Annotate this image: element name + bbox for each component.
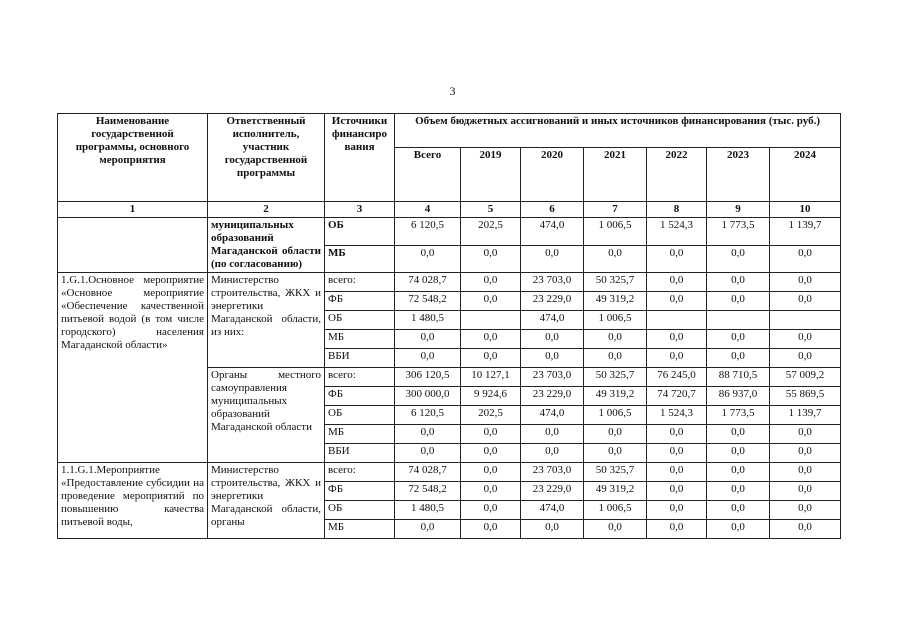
funding-source-cell: ВБИ <box>325 349 395 368</box>
header-year: 2024 <box>770 148 841 202</box>
value-cell: 1 006,5 <box>584 218 647 246</box>
column-number: 2 <box>208 202 325 218</box>
header-year: Всего <box>395 148 461 202</box>
value-cell: 0,0 <box>707 349 770 368</box>
value-cell: 0,0 <box>584 245 647 273</box>
value-cell: 74 028,7 <box>395 273 461 292</box>
executor-cell: Органы местного самоуправления муниципальных образований Магаданской области <box>208 368 325 463</box>
value-cell: 0,0 <box>584 330 647 349</box>
value-cell: 0,0 <box>461 482 521 501</box>
funding-source-cell: МБ <box>325 245 395 273</box>
value-cell <box>707 311 770 330</box>
value-cell: 50 325,7 <box>584 368 647 387</box>
column-number: 9 <box>707 202 770 218</box>
value-cell: 23 229,0 <box>521 292 584 311</box>
value-cell: 50 325,7 <box>584 463 647 482</box>
value-cell: 0,0 <box>647 501 707 520</box>
value-cell: 0,0 <box>707 520 770 539</box>
value-cell: 1 006,5 <box>584 501 647 520</box>
program-name-cell: 1.G.1.Основное мероприятие «Основное мероприятие «Обеспечение качественной питьевой водой (в том числе городского) населения Магаданской области» <box>58 273 208 463</box>
value-cell: 1 006,5 <box>584 406 647 425</box>
value-cell: 86 937,0 <box>707 387 770 406</box>
value-cell: 0,0 <box>395 349 461 368</box>
value-cell <box>461 311 521 330</box>
value-cell: 1 773,5 <box>707 406 770 425</box>
value-cell: 0,0 <box>461 520 521 539</box>
funding-source-cell: ОБ <box>325 406 395 425</box>
value-cell: 0,0 <box>770 349 841 368</box>
table-row <box>58 273 841 292</box>
funding-source-cell: всего: <box>325 273 395 292</box>
value-cell: 0,0 <box>707 425 770 444</box>
value-cell: 0,0 <box>770 482 841 501</box>
value-cell: 6 120,5 <box>395 406 461 425</box>
funding-source-cell: всего: <box>325 368 395 387</box>
value-cell: 0,0 <box>647 273 707 292</box>
value-cell: 300 000,0 <box>395 387 461 406</box>
value-cell: 474,0 <box>521 311 584 330</box>
value-cell: 1 139,7 <box>770 406 841 425</box>
value-cell: 0,0 <box>647 245 707 273</box>
funding-source-cell: МБ <box>325 425 395 444</box>
value-cell: 306 120,5 <box>395 368 461 387</box>
value-cell: 0,0 <box>461 349 521 368</box>
value-cell: 0,0 <box>461 501 521 520</box>
value-cell: 0,0 <box>521 425 584 444</box>
value-cell: 49 319,2 <box>584 482 647 501</box>
value-cell: 0,0 <box>461 292 521 311</box>
header-volume: Объем бюджетных ассигнований и иных источников финансирования (тыс. руб.) <box>395 114 841 148</box>
value-cell: 10 127,1 <box>461 368 521 387</box>
value-cell: 0,0 <box>647 292 707 311</box>
value-cell: 0,0 <box>770 463 841 482</box>
value-cell: 1 139,7 <box>770 218 841 246</box>
column-number: 4 <box>395 202 461 218</box>
value-cell: 23 703,0 <box>521 463 584 482</box>
value-cell: 0,0 <box>647 425 707 444</box>
executor-cell: Министерство строительства, ЖКХ и энергетики Магаданской области, органы <box>208 463 325 539</box>
value-cell: 1 524,3 <box>647 406 707 425</box>
value-cell: 0,0 <box>395 520 461 539</box>
header-funding-source: Источники финансиро вания <box>325 114 395 202</box>
value-cell: 0,0 <box>707 463 770 482</box>
value-cell: 50 325,7 <box>584 273 647 292</box>
value-cell: 23 703,0 <box>521 273 584 292</box>
header-year: 2021 <box>584 148 647 202</box>
funding-source-cell: МБ <box>325 520 395 539</box>
value-cell: 0,0 <box>461 444 521 463</box>
header-year: 2019 <box>461 148 521 202</box>
value-cell: 0,0 <box>770 273 841 292</box>
value-cell: 0,0 <box>770 444 841 463</box>
value-cell: 88 710,5 <box>707 368 770 387</box>
column-number: 8 <box>647 202 707 218</box>
column-number-row <box>58 202 841 218</box>
executor-cell: муниципальных образований Магаданской области (по согласованию) <box>208 218 325 273</box>
value-cell: 0,0 <box>770 501 841 520</box>
value-cell: 49 319,2 <box>584 292 647 311</box>
value-cell: 202,5 <box>461 218 521 246</box>
value-cell: 0,0 <box>395 444 461 463</box>
header-executor: Ответственный исполнитель, участник государственной программы <box>208 114 325 202</box>
funding-source-cell: ОБ <box>325 311 395 330</box>
header-year: 2023 <box>707 148 770 202</box>
value-cell: 0,0 <box>707 292 770 311</box>
value-cell: 72 548,2 <box>395 292 461 311</box>
value-cell: 0,0 <box>770 245 841 273</box>
value-cell: 474,0 <box>521 406 584 425</box>
value-cell: 0,0 <box>461 245 521 273</box>
value-cell: 1 480,5 <box>395 311 461 330</box>
value-cell: 9 924,6 <box>461 387 521 406</box>
value-cell: 474,0 <box>521 501 584 520</box>
value-cell: 0,0 <box>584 444 647 463</box>
column-number: 3 <box>325 202 395 218</box>
value-cell: 0,0 <box>461 463 521 482</box>
value-cell: 0,0 <box>584 520 647 539</box>
page-number: 3 <box>449 84 456 98</box>
value-cell: 1 480,5 <box>395 501 461 520</box>
value-cell: 0,0 <box>647 520 707 539</box>
value-cell: 0,0 <box>395 330 461 349</box>
value-cell <box>770 311 841 330</box>
value-cell: 57 009,2 <box>770 368 841 387</box>
value-cell: 72 548,2 <box>395 482 461 501</box>
value-cell: 0,0 <box>770 520 841 539</box>
value-cell: 202,5 <box>461 406 521 425</box>
value-cell: 0,0 <box>707 444 770 463</box>
value-cell <box>647 311 707 330</box>
column-number: 7 <box>584 202 647 218</box>
funding-source-cell: МБ <box>325 330 395 349</box>
value-cell: 0,0 <box>584 425 647 444</box>
value-cell: 6 120,5 <box>395 218 461 246</box>
value-cell: 0,0 <box>707 501 770 520</box>
value-cell: 474,0 <box>521 218 584 246</box>
value-cell: 0,0 <box>461 425 521 444</box>
value-cell: 0,0 <box>707 482 770 501</box>
column-number: 6 <box>521 202 584 218</box>
value-cell: 0,0 <box>395 245 461 273</box>
value-cell: 0,0 <box>461 330 521 349</box>
header-year: 2022 <box>647 148 707 202</box>
value-cell: 0,0 <box>521 245 584 273</box>
funding-source-cell: ОБ <box>325 218 395 246</box>
value-cell: 74 720,7 <box>647 387 707 406</box>
column-number: 5 <box>461 202 521 218</box>
table-row <box>58 218 841 246</box>
value-cell: 74 028,7 <box>395 463 461 482</box>
value-cell: 55 869,5 <box>770 387 841 406</box>
value-cell: 0,0 <box>461 273 521 292</box>
program-name-cell: 1.1.G.1.Мероприятие «Предоставление субсидии на проведение мероприятий по повышению качества питьевой воды, <box>58 463 208 539</box>
executor-cell: Министерство строительства, ЖКХ и энергетики Магаданской области, из них: <box>208 273 325 368</box>
budget-table <box>57 113 841 539</box>
value-cell: 0,0 <box>584 349 647 368</box>
value-cell: 0,0 <box>647 330 707 349</box>
value-cell: 0,0 <box>647 482 707 501</box>
funding-source-cell: ВБИ <box>325 444 395 463</box>
header-year: 2020 <box>521 148 584 202</box>
column-number: 1 <box>58 202 208 218</box>
column-number: 10 <box>770 202 841 218</box>
value-cell: 1 773,5 <box>707 218 770 246</box>
value-cell: 0,0 <box>521 330 584 349</box>
value-cell: 0,0 <box>707 273 770 292</box>
value-cell: 23 229,0 <box>521 387 584 406</box>
funding-source-cell: ОБ <box>325 501 395 520</box>
funding-source-cell: всего: <box>325 463 395 482</box>
value-cell: 0,0 <box>647 463 707 482</box>
funding-source-cell: ФБ <box>325 292 395 311</box>
value-cell: 23 229,0 <box>521 482 584 501</box>
table-row <box>58 463 841 482</box>
funding-source-cell: ФБ <box>325 387 395 406</box>
value-cell: 0,0 <box>770 292 841 311</box>
value-cell: 0,0 <box>521 349 584 368</box>
value-cell: 23 703,0 <box>521 368 584 387</box>
value-cell: 0,0 <box>707 245 770 273</box>
funding-source-cell: ФБ <box>325 482 395 501</box>
value-cell: 0,0 <box>521 444 584 463</box>
value-cell: 0,0 <box>647 444 707 463</box>
value-cell: 0,0 <box>770 330 841 349</box>
value-cell: 49 319,2 <box>584 387 647 406</box>
header-program-name: Наименование государственной программы, основного мероприятия <box>58 114 208 202</box>
value-cell: 0,0 <box>395 425 461 444</box>
value-cell: 0,0 <box>770 425 841 444</box>
value-cell: 76 245,0 <box>647 368 707 387</box>
program-name-cell <box>58 218 208 273</box>
value-cell: 0,0 <box>647 349 707 368</box>
value-cell: 1 524,3 <box>647 218 707 246</box>
value-cell: 0,0 <box>707 330 770 349</box>
value-cell: 1 006,5 <box>584 311 647 330</box>
value-cell: 0,0 <box>521 520 584 539</box>
